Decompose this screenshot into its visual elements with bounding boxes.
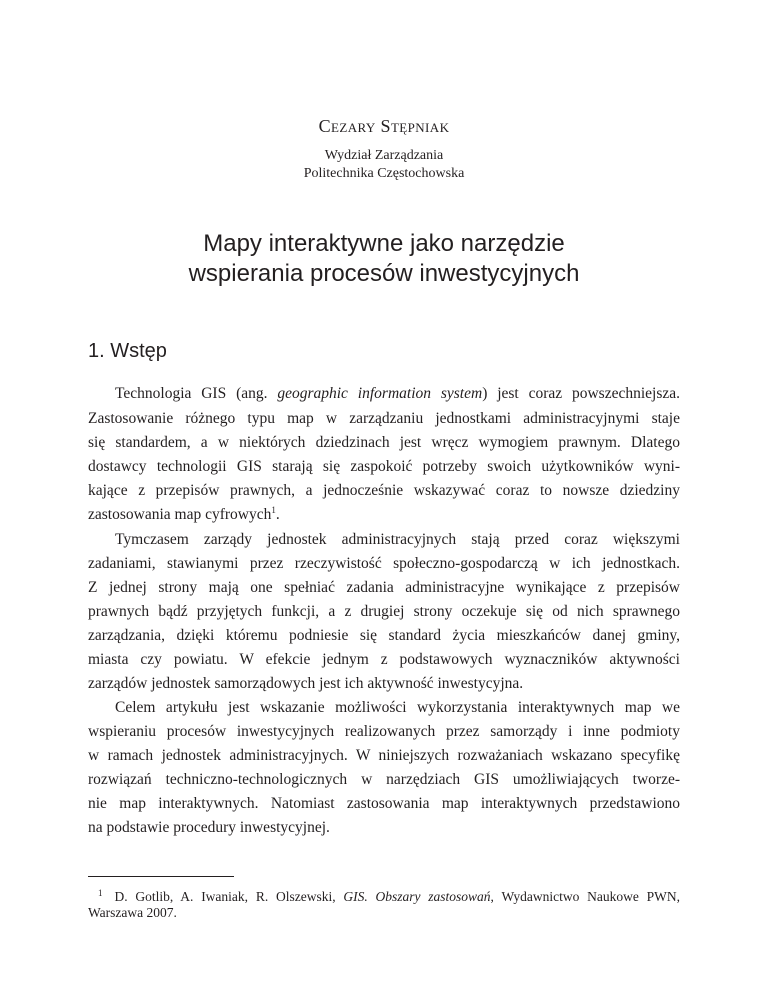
- footnote-number: 1: [98, 888, 103, 898]
- footnote-italic-title: GIS. Obszary zastosowań: [343, 889, 491, 904]
- body-line: zastosowania map cyfrowych$^1$.: [88, 505, 280, 523]
- body-line: zarządów jednostek samorządowych jest ich aktywność inwestycyjna.: [88, 675, 524, 692]
- italic-term: geographic information system: [277, 385, 483, 402]
- body-line: Tymczasem zarządy jednostek administracyjnych stają przed coraz większymi: [115, 531, 680, 548]
- body-line: Z jednej strony mają one spełniać zadania administracyjne wynikające z przepisów: [88, 579, 680, 596]
- body-line: zadaniami, stawianymi przez rzeczywistość społeczno-gospodarczą w ich jednostkach.: [88, 555, 680, 572]
- body-line: rozwiązań techniczno-technologicznych w narzędziach GIS umożliwiających tworze-: [88, 771, 680, 788]
- body-line: nie map interaktywnych. Natomiast zastosowania map interaktywnych przedstawiono: [88, 795, 680, 812]
- body-line: na podstawie procedury inwestycyjnej.: [88, 819, 330, 836]
- footnote-line: Warszawa 2007.: [88, 905, 177, 920]
- affiliation-department: Wydział Zarządzania: [324, 148, 444, 163]
- body-line: wspieraniu procesów inwestycyjnych realizowanych przez samorządy i inne podmioty: [88, 723, 680, 740]
- footnote-line: $^1$ D. Gotlib, A. Iwaniak, R. Olszewski, GIS. Obszary zastosowań, Wydawnictwo Naukowe PWN,: [98, 888, 681, 904]
- body-line: kające z przepisów prawnych, a jednocześnie wskazywać coraz to nowsze dziedziny: [88, 482, 680, 499]
- body-line: w ramach jednostek administracyjnych. W niniejszych rozważaniach wskazano specyfikę: [88, 747, 680, 764]
- article-title-line-2: wspierania procesów inwestycyjnych: [188, 260, 580, 287]
- affiliation-university: Politechnika Częstochowska: [303, 166, 465, 181]
- body-line: Zastosowanie różnego typu map w zarządzaniu jednostkami administracyjnymi staje: [88, 410, 680, 427]
- footnote-ref: 1: [271, 505, 276, 515]
- body-line: Celem artykułu jest wskazanie możliwości wykorzystania interaktywnych map we: [115, 699, 680, 716]
- body-line: dostawcy technologii GIS starają się zaspokoić potrzeby swoich użytkowników wyni-: [88, 458, 680, 475]
- author-name: Cezary Stępniak: [318, 116, 450, 136]
- body-line: się standardem, a w niektórych dziedzinach jest wręcz wymogiem prawnym. Dlatego: [88, 434, 680, 451]
- section-heading: 1. Wstęp: [88, 340, 167, 362]
- article-title-line-1: Mapy interaktywne jako narzędzie: [203, 230, 565, 257]
- footnote-rule: [88, 876, 234, 877]
- body-line: miasta czy powiatu. W efekcie jednym z podstawowych wyznaczników aktywności: [88, 651, 680, 668]
- body-line: Technologia GIS (ang. geographic information system) jest coraz powszechniejsza.: [115, 385, 681, 402]
- body-line: prawnych bądź przyjętych funkcji, a z drugiej strony oczekuje się od nich sprawnego: [88, 603, 680, 620]
- body-line: zarządzania, dzięki któremu podniesie się standard życia mieszkańców danej gminy,: [88, 627, 680, 644]
